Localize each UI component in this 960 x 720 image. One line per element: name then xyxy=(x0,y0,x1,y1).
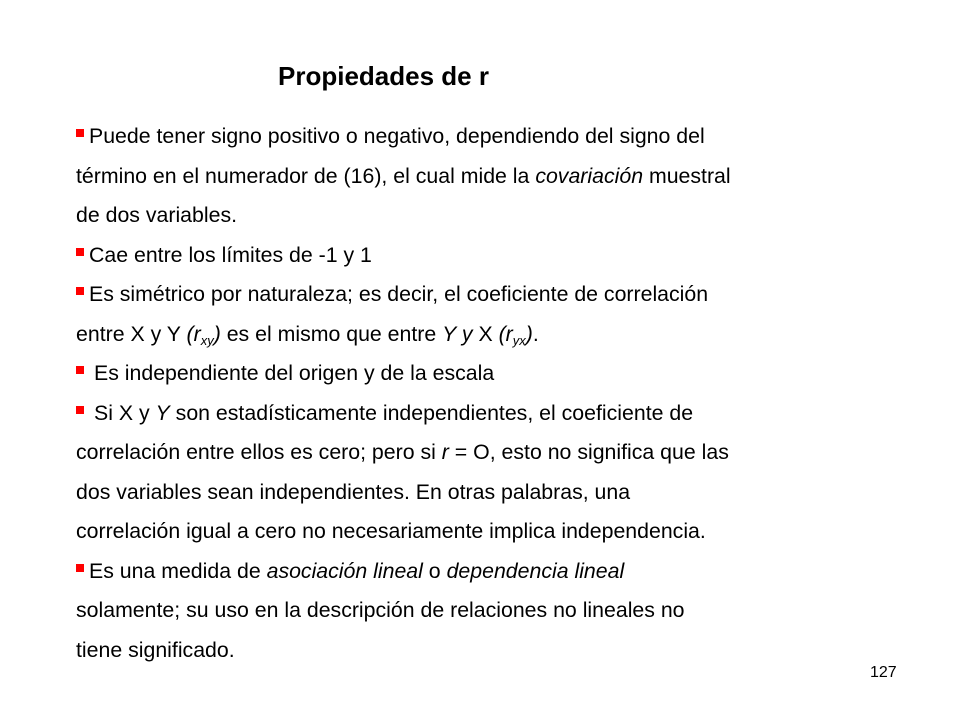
bullet-square-icon xyxy=(76,129,84,137)
bullet-1-line-2: término en el numerador de (16), el cual mide la covariación muestral xyxy=(76,163,731,188)
bullet-5-line-2: correlación entre ellos es cero; pero si r = O, esto no significa que las xyxy=(76,440,729,464)
bullet-square-icon xyxy=(76,248,84,256)
bullet-6-line-1: Es una medida de asociación lineal o dependencia lineal xyxy=(76,552,916,592)
page-number: 127 xyxy=(870,664,897,681)
bullet-square-icon xyxy=(76,564,84,572)
bullet-square-icon xyxy=(76,287,84,295)
bullet-square-icon xyxy=(76,406,84,414)
slide-title: Propiedades de r xyxy=(278,61,489,91)
bullet-4-line-1: Es independiente del origen y de la escala xyxy=(76,354,916,394)
bullet-3-line-2: entre X y Y $(r_{xy})$ es el mismo que entre Y y X $(r_{yx})$. xyxy=(76,321,539,348)
bullet-6-line-3: tiene significado. xyxy=(76,637,235,662)
bullet-6-line-2: solamente; su uso en la descripción de relaciones no lineales no xyxy=(76,598,685,622)
bullet-1-line-1: Puede tener signo positivo o negativo, dependiendo del signo del xyxy=(76,117,916,157)
bullet-5-line-1: Si X y Y son estadísticamente independientes, el coeficiente de xyxy=(76,394,916,434)
bullet-list xyxy=(76,117,916,670)
bullet-3-line-1: Es simétrico por naturaleza; es decir, el coeficiente de correlación xyxy=(76,275,916,315)
bullet-1-line-3: de dos variables. xyxy=(76,203,238,227)
bullet-2-line-1: Cae entre los límites de -1 y 1 xyxy=(76,236,916,276)
bullet-square-icon xyxy=(76,366,84,374)
bullet-5-line-4: correlación igual a cero no necesariamente implica independencia. xyxy=(76,519,706,543)
bullet-5-line-3: dos variables sean independientes. En otras palabras, una xyxy=(76,479,631,504)
